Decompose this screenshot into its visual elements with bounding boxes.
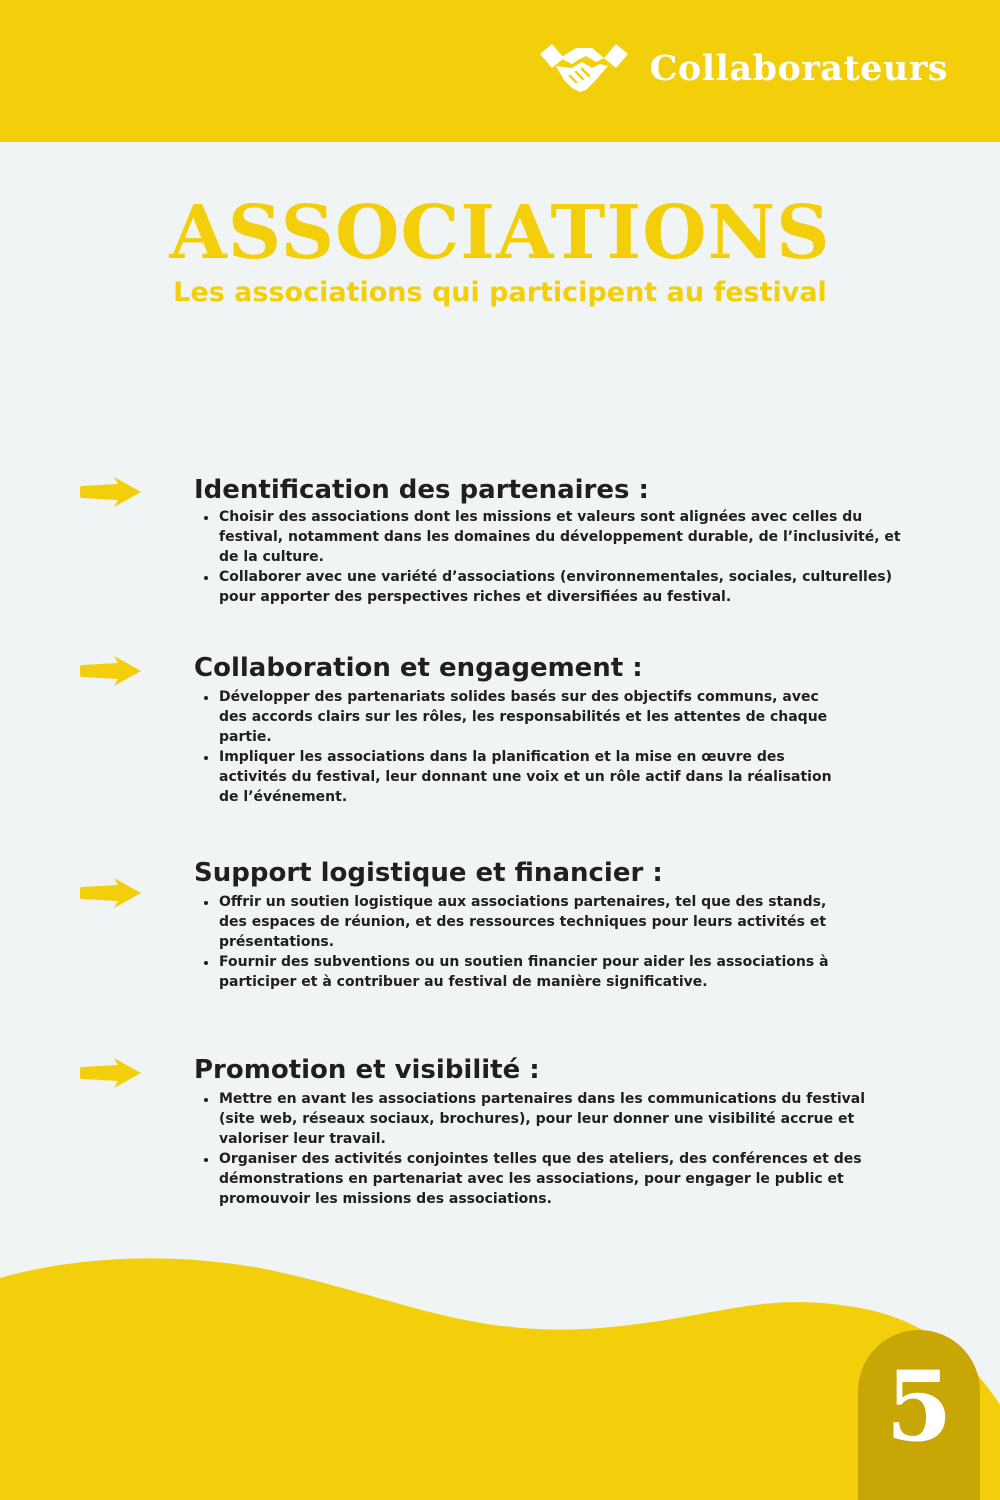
bullet-list — [197, 892, 837, 992]
page-subtitle: Les associations qui participent au festival — [173, 277, 827, 308]
header-title: Collaborateurs — [649, 47, 948, 89]
arrow-right-icon — [80, 654, 142, 688]
header-brand — [538, 36, 948, 100]
arrow-right-icon — [80, 1056, 142, 1090]
list-item: Fournir des subventions ou un soutien financier pour aider les associations à participer et à contribuer au festival de manière significative. — [197, 952, 837, 992]
list-item: Choisir des associations dont les missions et valeurs sont alignées avec celles du festival, notamment dans les domaines du développement durable, de l’inclusivité, et de la culture. — [197, 507, 917, 567]
list-item: Offrir un soutien logistique aux associations partenaires, tel que des stands, des espaces de réunion, et des ressources techniques pour leurs activités et présentations. — [197, 892, 837, 952]
list-item: Mettre en avant les associations partenaires dans les communications du festival (site web, réseaux sociaux, brochures), pour leur donner une visibilité accrue et valoriser leur travail. — [197, 1089, 877, 1149]
bullet-list — [197, 507, 917, 607]
list-item: Organiser des activités conjointes telles que des ateliers, des conférences et des démonstrations en partenariat avec les associations, pour engager le public et promouvoir les missions des associations. — [197, 1149, 877, 1209]
section-heading: Identification des partenaires : — [194, 475, 649, 505]
section-heading: Promotion et visibilité : — [194, 1055, 540, 1085]
list-item: Impliquer les associations dans la planification et la mise en œuvre des activités du festival, leur donnant une voix et un rôle actif dans la réalisation de l’événement. — [197, 747, 837, 807]
bullet-list — [197, 1089, 877, 1209]
arrow-right-icon — [80, 876, 142, 910]
bullet-list — [197, 687, 837, 807]
arrow-right-icon — [80, 475, 142, 509]
page-title: ASSOCIATIONS — [169, 190, 831, 276]
list-item: Développer des partenariats solides basés sur des objectifs communs, avec des accords clairs sur les rôles, les responsabilités et les attentes de chaque partie. — [197, 687, 837, 747]
section-heading: Support logistique et financier : — [194, 858, 663, 888]
header-bar — [0, 0, 1000, 142]
section-heading: Collaboration et engagement : — [194, 653, 643, 683]
list-item: Collaborer avec une variété d’associations (environnementales, sociales, culturelles) pour apporter des perspectives riches et diversifiées au festival. — [197, 567, 917, 607]
page-number-badge — [858, 1330, 980, 1500]
handshake-icon — [538, 38, 630, 98]
page-number: 5 — [885, 1350, 953, 1463]
footer-wave — [0, 1250, 1000, 1500]
